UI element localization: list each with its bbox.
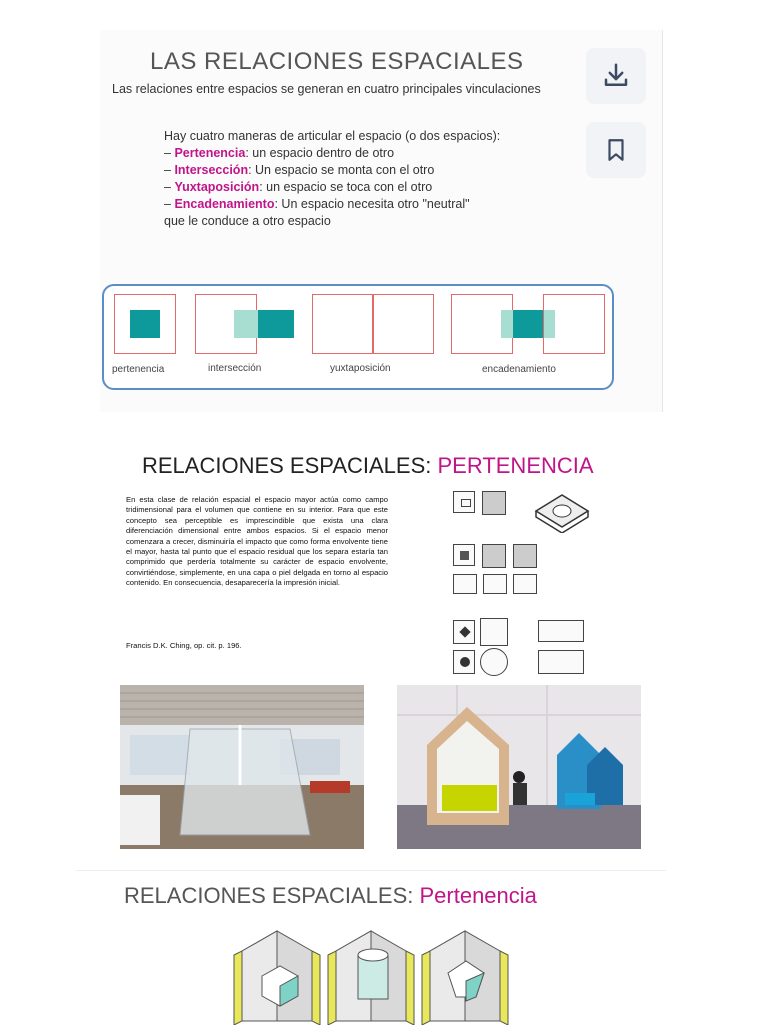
diagram-label-pertenencia: pertenencia — [112, 364, 165, 375]
diagram-label-yuxtaposicion: yuxtaposición — [330, 363, 391, 374]
list-continuation: que le conduce a otro espacio — [164, 214, 331, 228]
relations-diagram — [102, 284, 614, 390]
overlap-zone — [234, 310, 258, 338]
sketch-thumbnail — [453, 491, 475, 513]
diagram-label-encadenamiento: encadenamiento — [482, 364, 556, 375]
title-highlight: PERTENENCIA — [437, 453, 594, 478]
list-item: – Encadenamiento: Un espacio necesita otro "neutral" — [164, 197, 470, 211]
space-b — [258, 310, 294, 338]
slide-title: LAS RELACIONES ESPACIALES — [150, 48, 524, 75]
list-term: Intersección — [174, 163, 249, 177]
sketch-thumbnail — [513, 544, 537, 568]
list-desc: : Un espacio se monta con el otro — [248, 163, 435, 177]
list-item: – Pertenencia: un espacio dentro de otro — [164, 146, 395, 160]
neutral-space — [513, 310, 543, 338]
slide-title — [142, 453, 594, 479]
interior-photo-house-pods — [397, 685, 641, 849]
diagram-label-interseccion: intersección — [208, 363, 262, 374]
slide-relaciones-espaciales — [100, 30, 663, 412]
download-icon — [601, 61, 631, 91]
list-item: – Yuxtaposición: un espacio se toca con el otro — [164, 180, 433, 194]
sketch-thumbnail — [480, 648, 508, 676]
bookmark-icon — [603, 135, 629, 165]
box-with-cylinder — [326, 921, 416, 1025]
citation: Francis D.K. Ching, op. cit. p. 196. — [126, 641, 242, 650]
list-desc: : un espacio se toca con el otro — [259, 180, 433, 194]
list-term: Pertenencia — [174, 146, 246, 160]
list-intro: Hay cuatro maneras de articular el espacio (o dos espacios): — [164, 129, 501, 143]
slide-subtitle: Las relaciones entre espacios se generan en cuatro principales vinculaciones — [112, 82, 541, 96]
title-prefix: RELACIONES ESPACIALES: — [142, 453, 438, 478]
sketch-thumbnail — [453, 544, 475, 566]
space-b — [372, 294, 434, 354]
box-with-rotated-cube — [420, 921, 510, 1025]
link-zone — [501, 310, 513, 338]
slide-pertenencia-3d — [76, 870, 666, 1025]
space-a — [312, 294, 374, 354]
box-with-cube — [232, 921, 322, 1025]
body-text: En esta clase de relación espacial el espacio mayor actúa como campo tridimensional para el volumen que contiene en su interior. Para que este concepto sea perceptible es imprescindible que exista una clara diferenciación dimensional entre ambos espacios. Si el espacio menor comenzara a crecer, disminuiría el impacto que como forma envolvente tiene el mayor, hasta tal punto que el espacio residual que los separa estaría tan comprimido que perdería totalmente su carácter de espacio envolvente, convirtiéndose, simplemente, en una capa o piel delgada en torno al espacio contenido. En consecuencia, desaparecería la impresión inicial. — [126, 495, 388, 588]
bookmark-button[interactable] — [586, 122, 646, 178]
sketch-thumbnail — [453, 650, 475, 674]
articulation-list — [164, 128, 500, 230]
list-term: Encadenamiento — [174, 197, 275, 211]
title-prefix: RELACIONES ESPACIALES: — [124, 883, 420, 908]
sketch-thumbnail — [453, 574, 477, 594]
sketch-thumbnail — [538, 650, 584, 674]
list-item: – Intersección: Un espacio se monta con el otro — [164, 163, 435, 177]
box-sketch — [532, 489, 592, 533]
sketch-thumbnail — [538, 620, 584, 642]
sketch-thumbnail — [453, 620, 475, 644]
sketch-thumbnail — [513, 574, 537, 594]
title-highlight: Pertenencia — [419, 883, 537, 908]
sketch-thumbnail — [482, 491, 506, 515]
interior-photo-glass-room — [120, 685, 364, 849]
space-b — [543, 294, 605, 354]
slide-pertenencia — [120, 445, 650, 853]
slide-title — [124, 883, 537, 909]
sketch-thumbnail — [480, 618, 508, 646]
sketch-thumbnail — [483, 574, 507, 594]
sketch-thumbnail — [482, 544, 506, 568]
download-button[interactable] — [586, 48, 646, 104]
list-desc: : Un espacio necesita otro "neutral" — [274, 197, 470, 211]
list-desc: : un espacio dentro de otro — [245, 146, 395, 160]
list-term: Yuxtaposición — [174, 180, 260, 194]
inner-space — [130, 310, 160, 338]
